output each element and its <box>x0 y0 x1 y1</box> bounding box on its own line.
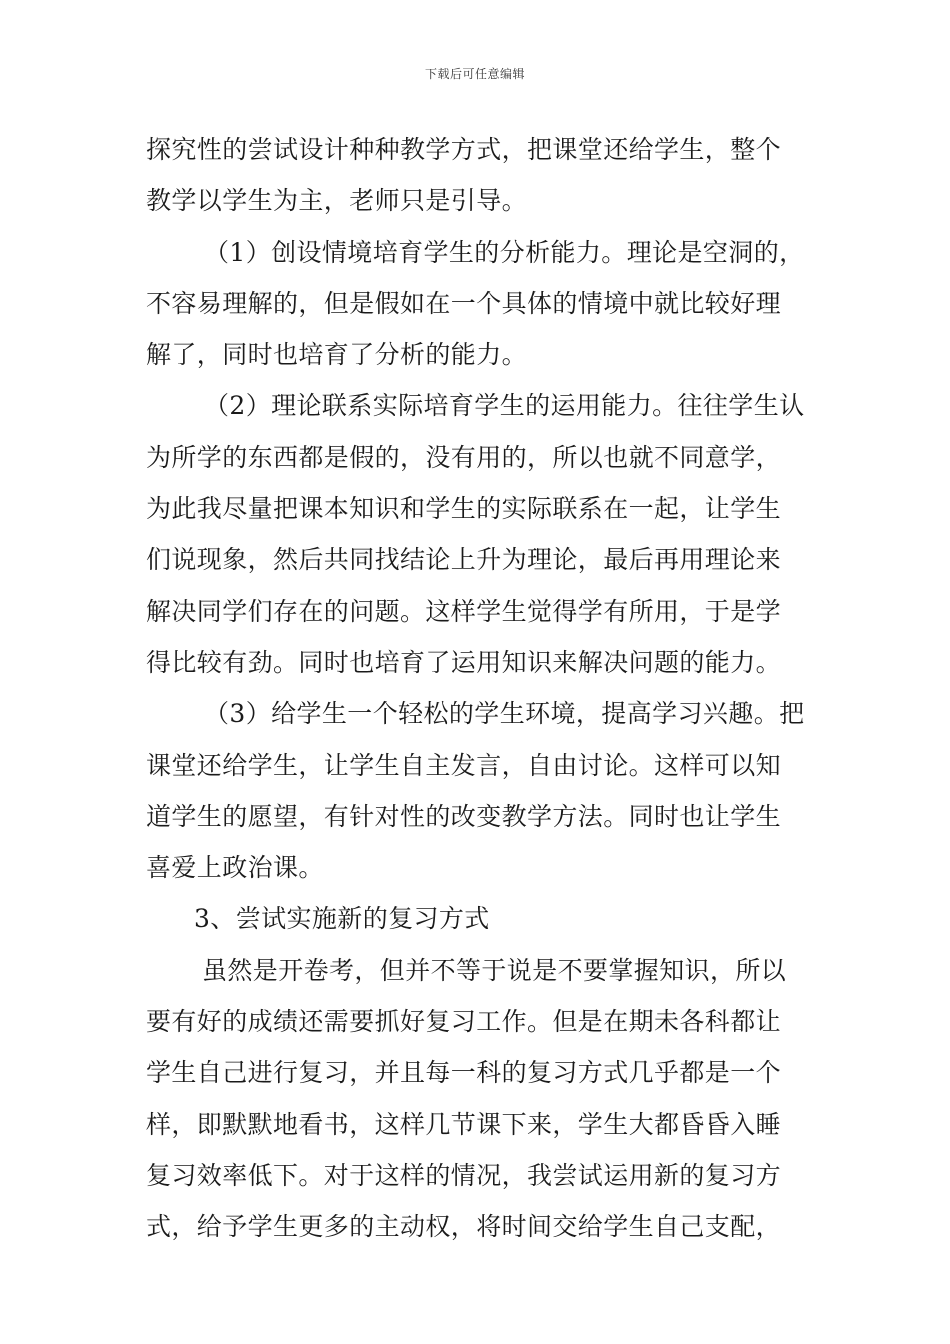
text-line: 学生自己进行复习，并且每一科的复习方式几乎都是一个 <box>146 1058 782 1088</box>
text-line: 们说现象，然后共同找结论上升为理论，最后再用理论来 <box>146 545 782 575</box>
paragraph-start-line: （2）理论联系实际培育学生的运用能力。往往学生认 <box>204 391 805 421</box>
text-line: 得比较有劲。同时也培育了运用知识来解决问题的能力。 <box>146 647 782 677</box>
text-line: 为所学的东西都是假的，没有用的，所以也就不同意学， <box>146 442 782 472</box>
text-line: 为此我尽量把课本知识和学生的实际联系在一起，让学生 <box>146 494 782 524</box>
paragraph-start-line: （3）给学生一个轻松的学生环境，提高学习兴趣。把 <box>204 699 805 729</box>
text-line: 喜爱上政治课。 <box>146 853 324 883</box>
body-text <box>146 124 812 1253</box>
text-line: 课堂还给学生，让学生自主发言，自由讨论。这样可以知 <box>146 750 782 780</box>
text-line: 复习效率低下。对于这样的情况，我尝试运用新的复习方 <box>146 1160 782 1190</box>
text-line: 道学生的愿望，有针对性的改变教学方法。同时也让学生 <box>146 801 782 831</box>
paragraph-start-line: （1）创设情境培育学生的分析能力。理论是空洞的， <box>204 237 805 267</box>
text-line: 式，给予学生更多的主动权，将时间交给学生自己支配， <box>146 1212 782 1242</box>
text-line: 样，即默默地看书，这样几节课下来，学生大都昏昏入睡 <box>146 1109 782 1139</box>
text-line: 解了，同时也培育了分析的能力。 <box>146 340 528 370</box>
paragraph-start-line: 虽然是开卷考，但并不等于说是不要掌握知识，所以 <box>202 955 787 985</box>
text-line: 要有好的成绩还需要抓好复习工作。但是在期未各科都让 <box>146 1007 782 1037</box>
text-line: 教学以学生为主，老师只是引导。 <box>146 186 528 216</box>
text-line: 不容易理解的，但是假如在一个具体的情境中就比较好理 <box>146 288 782 318</box>
text-line: 探究性的尝试设计种种教学方式，把课堂还给学生，整个 <box>146 135 782 164</box>
text-line: 解决同学们存在的问题。这样学生觉得学有所用，于是学 <box>146 596 782 626</box>
section-heading: 3、尝试实施新的复习方式 <box>194 904 490 934</box>
page-header: 下载后可任意编辑 <box>424 67 525 81</box>
